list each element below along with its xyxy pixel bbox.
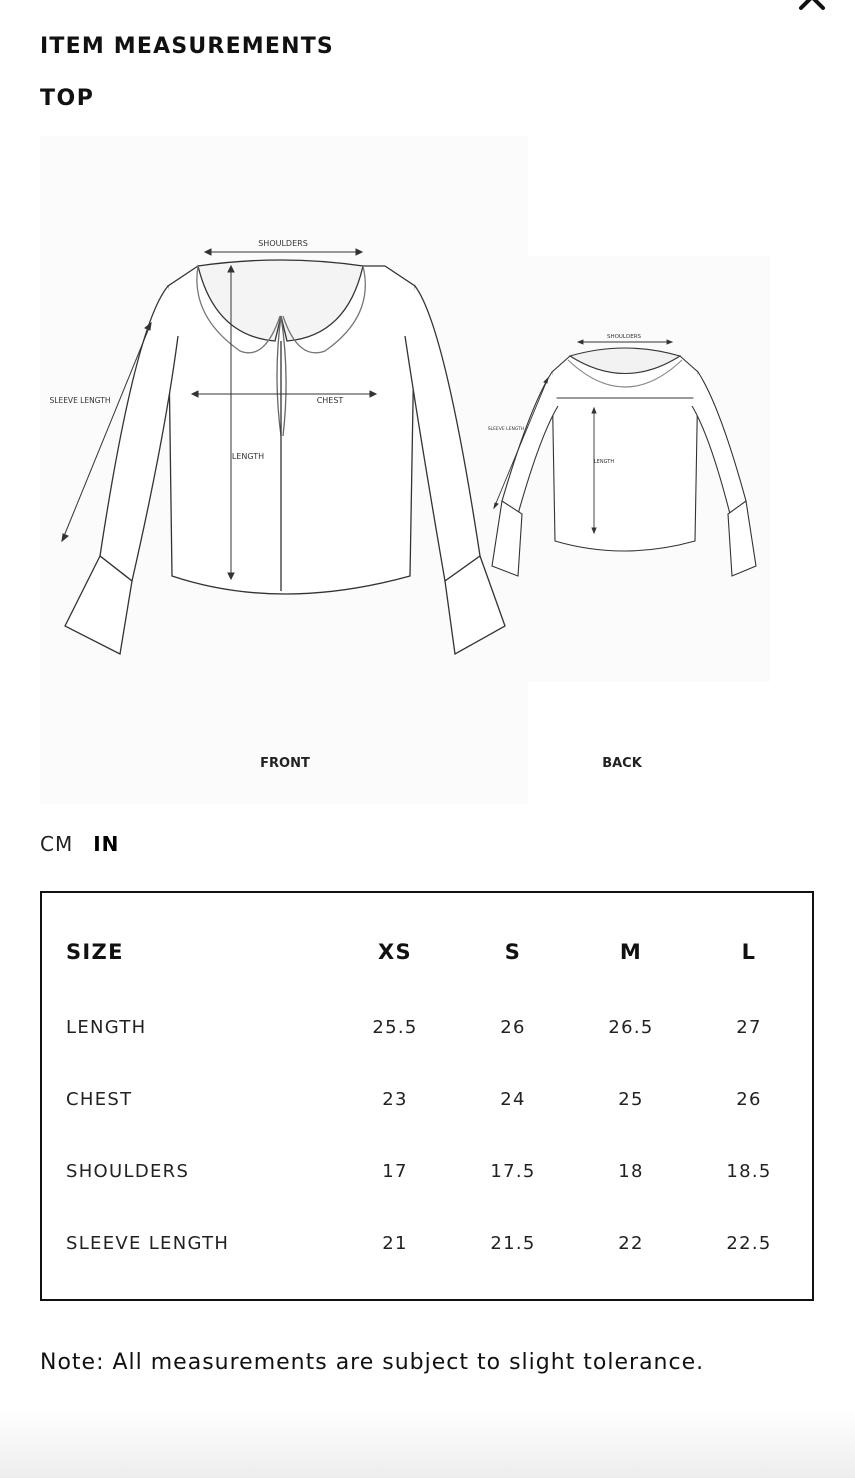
table-row	[66, 1207, 808, 1279]
bottom-fade	[0, 1408, 855, 1478]
size-s-header: S	[504, 940, 522, 964]
table-cell: 17.5	[490, 1160, 536, 1182]
size-l-header: L	[741, 940, 757, 964]
row-label: LENGTH	[66, 1016, 147, 1038]
table-cell: 22	[618, 1232, 644, 1254]
table-cell: 27	[736, 1016, 762, 1038]
table-row	[66, 991, 808, 1063]
table-cell: 24	[500, 1088, 526, 1110]
front-shoulders-label: SHOULDERS	[258, 239, 308, 248]
size-header: SIZE	[66, 940, 124, 964]
table-cell: 26	[500, 1016, 526, 1038]
measurement-diagram	[40, 136, 770, 804]
table-row	[66, 1135, 808, 1207]
unit-option-in[interactable]: IN	[93, 832, 120, 856]
table-cell: 18.5	[726, 1160, 772, 1182]
tolerance-note: Note: All measurements are subject to slight tolerance.	[40, 1350, 705, 1375]
unit-toggle	[40, 832, 119, 856]
front-sleeve-length-label: SLEEVE LENGTH	[49, 396, 111, 405]
row-label: CHEST	[66, 1088, 133, 1110]
table-header-row	[66, 913, 808, 991]
back-shoulders-label: SHOULDERS	[606, 334, 642, 340]
table-row	[66, 1063, 808, 1135]
back-length-label: LENGTH	[593, 459, 615, 465]
modal-title: ITEM MEASUREMENTS	[40, 34, 334, 59]
table-cell: 18	[618, 1160, 644, 1182]
garment-section-title: TOP	[40, 86, 95, 111]
front-length-label: LENGTH	[231, 452, 265, 461]
table-cell: 25	[618, 1088, 644, 1110]
table-cell: 21.5	[490, 1232, 536, 1254]
table-cell: 26.5	[608, 1016, 654, 1038]
row-label: SLEEVE LENGTH	[66, 1232, 230, 1254]
size-m-header: M	[619, 940, 643, 964]
size-xs-header: XS	[378, 940, 412, 964]
row-label: SHOULDERS	[66, 1160, 190, 1182]
front-chest-label: CHEST	[316, 396, 344, 405]
table-cell: 22.5	[726, 1232, 772, 1254]
table-cell: 17	[382, 1160, 408, 1182]
table-cell: 26	[736, 1088, 762, 1110]
table-cell: 21	[382, 1232, 408, 1254]
unit-option-cm[interactable]: CM	[40, 832, 74, 856]
back-view-label: BACK	[602, 756, 642, 771]
table-cell: 25.5	[372, 1016, 418, 1038]
size-chart	[40, 891, 814, 1301]
size-table	[66, 913, 808, 1279]
table-cell: 23	[382, 1088, 408, 1110]
front-view-label: FRONT	[260, 756, 310, 771]
close-icon	[796, 0, 830, 14]
back-sleeve-length-label: SLEEVE LENGTH	[487, 427, 525, 432]
close-button[interactable]	[796, 0, 830, 14]
